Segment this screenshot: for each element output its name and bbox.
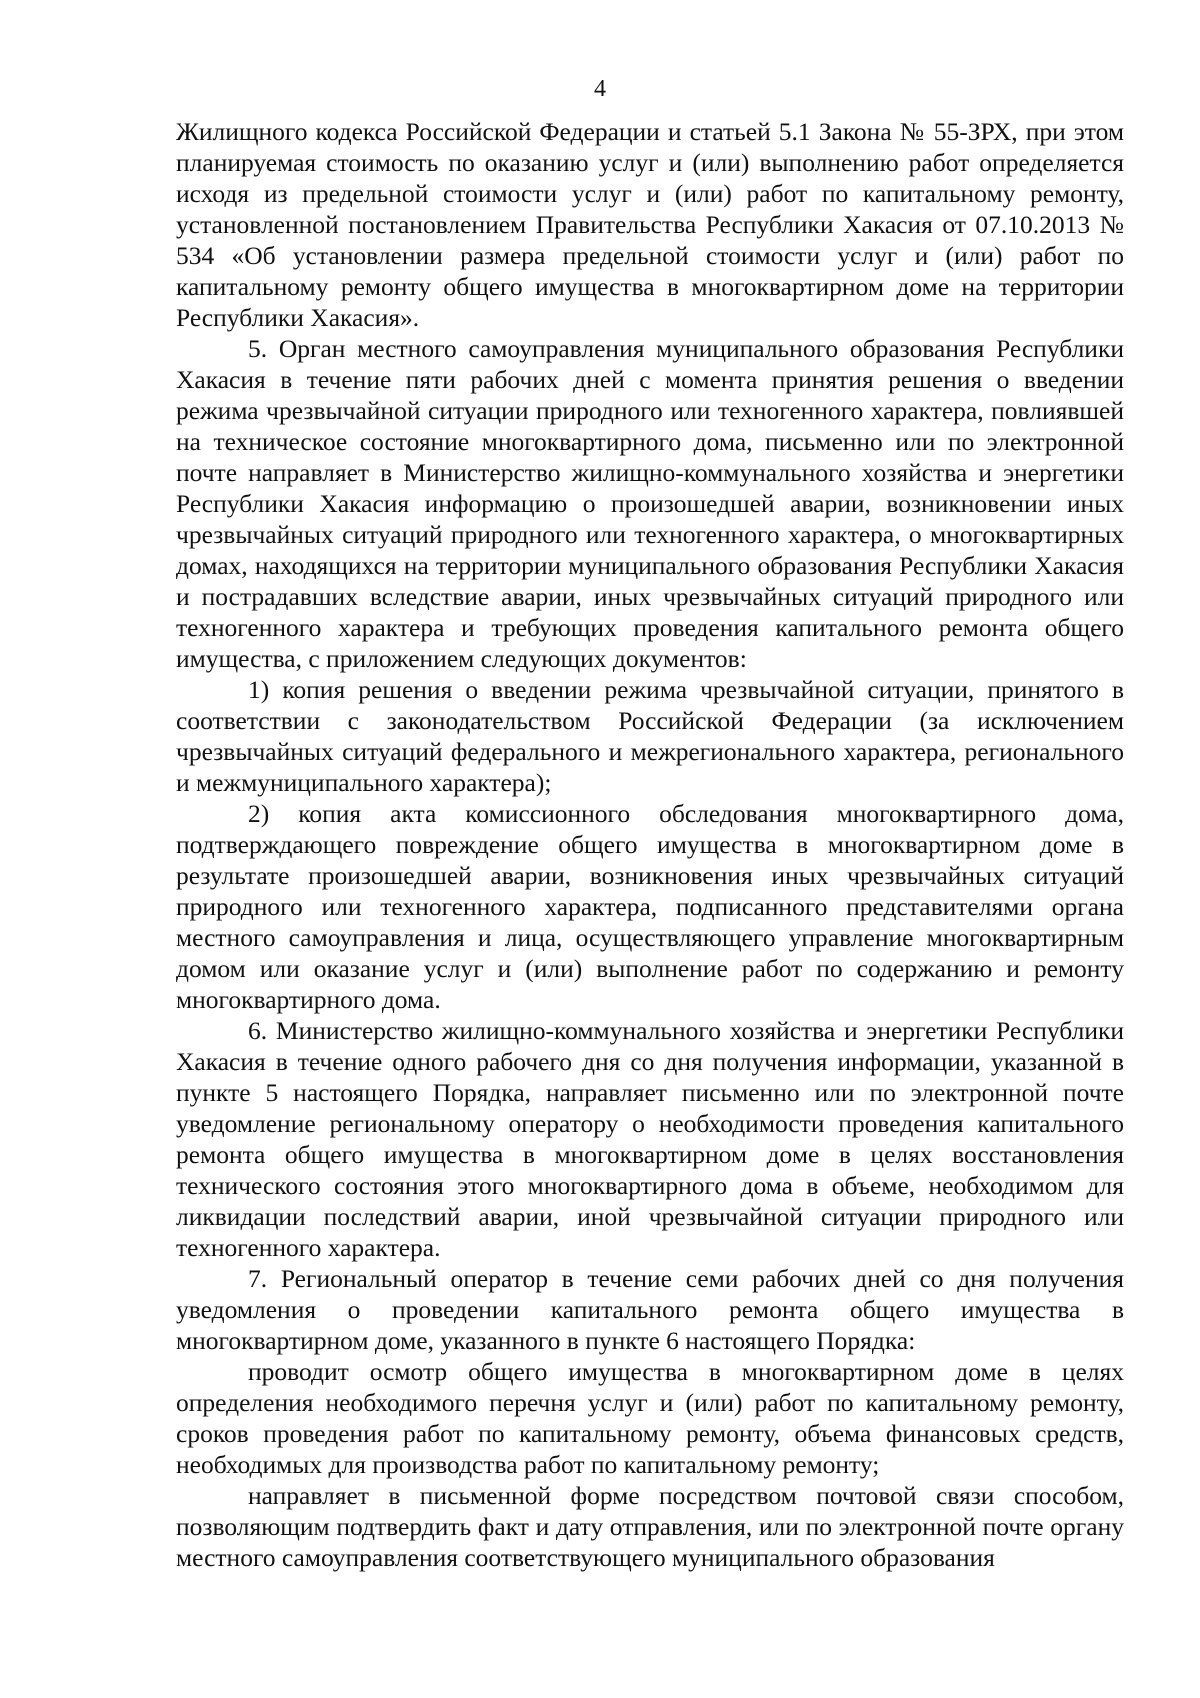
paragraph-subitem-1: 1) копия решения о введении режима чрезвычайной ситуации, принятого в соответствии с законодательством Российской Федерации (за исключением чрезвычайных ситуаций федерального и межрегионального характера, регионального и межмуниципального характера); [176, 675, 1124, 797]
paragraph-item-7: 7. Региональный оператор в течение семи рабочих дней со дня получения уведомления о проведении капитального ремонта общего имущества в многоквартирном доме, указанного в пункте 6 настоящего Порядка: [176, 1264, 1124, 1355]
document-body [176, 116, 1124, 1573]
paragraph-continuation: Жилищного кодекса Российской Федерации и статьей 5.1 Закона № 55-ЗРХ, при этом планируемая стоимость по оказанию услуг и (или) выполнению работ определяется исходя из предельной стоимости услуг и (или) работ по капитальному ремонту, установленной постановлением Правительства Республики Хакасия от 07.10.2013 № 534 «Об установлении размера предельной стоимости услуг и (или) работ по капитальному ремонту общего имущества в многоквартирном доме на территории Республики Хакасия». [176, 117, 1124, 332]
paragraph-item-7-action-1: проводит осмотр общего имущества в многоквартирном доме в целях определения необходимого перечня услуг и (или) работ по капитальному ремонту, сроков проведения работ по капитальному ремонту, объема финансовых средств, необходимых для производства работ по капитальному ремонту; [176, 1357, 1124, 1479]
paragraph-item-7-action-2: направляет в письменной форме посредством почтовой связи способом, позволяющим подтвердить факт и дату отправления, или по электронной почте органу местного самоуправления соответствующего муниципального образования [176, 1481, 1124, 1572]
paragraph-item-6: 6. Министерство жилищно-коммунального хозяйства и энергетики Республики Хакасия в течение одного рабочего дня со дня получения информации, указанной в пункте 5 настоящего Порядка, направляет письменно или по электронной почте уведомление региональному оператору о необходимости проведения капитального ремонта общего имущества в многоквартирном доме в целях восстановления технического состояния этого многоквартирного дома в объеме, необходимом для ликвидации последствий аварии, иной чрезвычайной ситуации природного или техногенного характера. [176, 1016, 1124, 1262]
paragraph-subitem-2: 2) копия акта комиссионного обследования многоквартирного дома, подтверждающего повреждение общего имущества в многоквартирном доме в результате произошедшей аварии, возникновения иных чрезвычайных ситуаций природного или техногенного характера, подписанного представителями органа местного самоуправления и лица, осуществляющего управление многоквартирным домом или оказание услуг и (или) выполнение работ по содержанию и ремонту многоквартирного дома. [176, 799, 1124, 1014]
page-number: 4 [594, 76, 606, 102]
paragraph-item-5: 5. Орган местного самоуправления муниципального образования Республики Хакасия в течение пяти рабочих дней с момента принятия решения о введении режима чрезвычайной ситуации природного или техногенного характера, повлиявшей на техническое состояние многоквартирного дома, письменно или по электронной почте направляет в Министерство жилищно-коммунального хозяйства и энергетики Республики Хакасия информацию о произошедшей аварии, возникновении иных чрезвычайных ситуаций природного или техногенного характера, о многоквартирных домах, находящихся на территории муниципального образования Республики Хакасия и пострадавших вследствие аварии, иных чрезвычайных ситуаций природного или техногенного характера и требующих проведения капитального ремонта общего имущества, с приложением следующих документов: [176, 334, 1124, 673]
